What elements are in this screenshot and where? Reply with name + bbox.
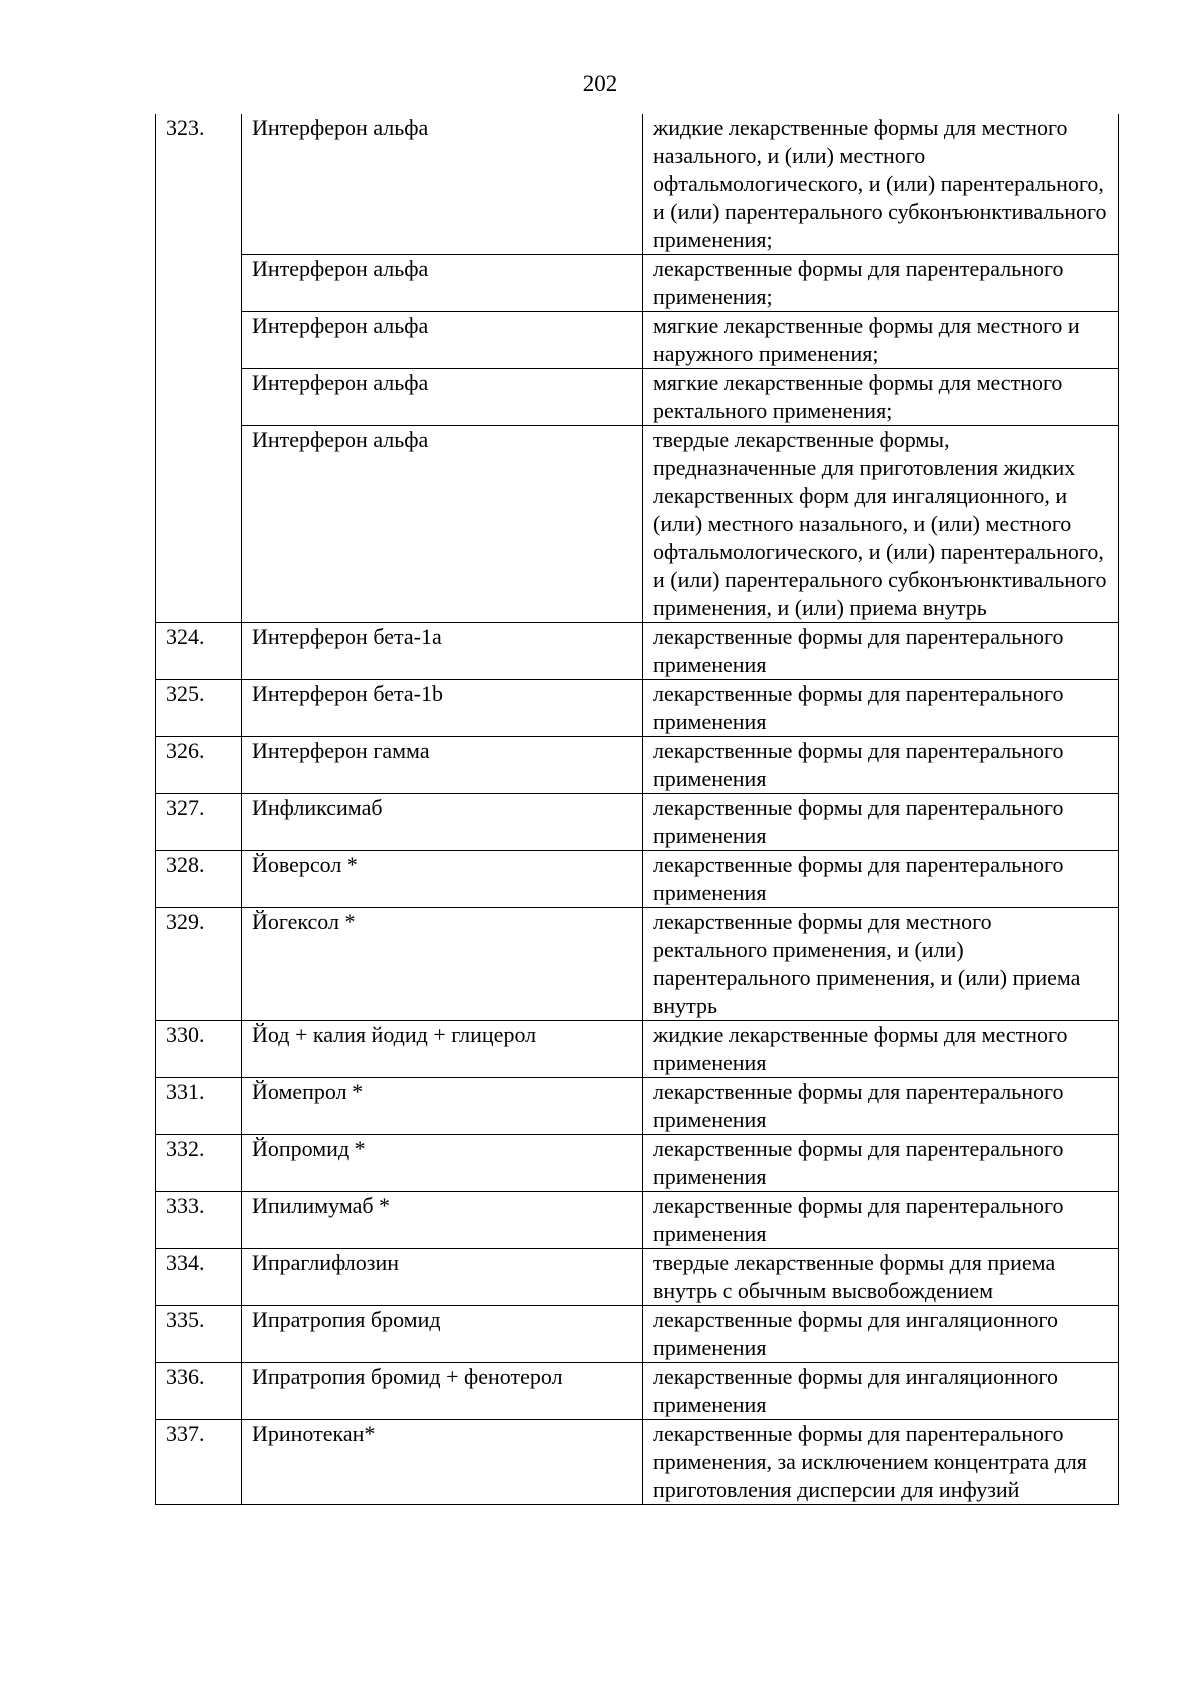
drug-name: Йогексол * — [242, 908, 643, 1021]
drug-name: Интерферон альфа — [242, 369, 643, 426]
table-row — [156, 1363, 1119, 1420]
drug-name: Йоверсол * — [242, 851, 643, 908]
row-number: 328. — [156, 851, 242, 908]
row-number: 334. — [156, 1249, 242, 1306]
row-number: 331. — [156, 1078, 242, 1135]
dosage-form: жидкие лекарственные формы для местного применения — [643, 1021, 1119, 1078]
table-row — [156, 1021, 1119, 1078]
drug-name: Интерферон альфа — [242, 114, 643, 255]
table-row — [156, 312, 1119, 369]
table-row — [156, 851, 1119, 908]
drug-table — [155, 114, 1119, 1505]
dosage-form: мягкие лекарственные формы для местного ректального применения; — [643, 369, 1119, 426]
row-number: 332. — [156, 1135, 242, 1192]
dosage-form: лекарственные формы для парентерального применения, за исключением концентрата для приготовления дисперсии для инфузий — [643, 1420, 1119, 1505]
dosage-form: лекарственные формы для парентерального применения — [643, 680, 1119, 737]
table-row — [156, 114, 1119, 255]
drug-name: Йопромид * — [242, 1135, 643, 1192]
drug-name: Интерферон альфа — [242, 312, 643, 369]
drug-name: Йод + калия йодид + глицерол — [242, 1021, 643, 1078]
drug-name: Интерферон альфа — [242, 426, 643, 623]
drug-name: Интерферон бета-1b — [242, 680, 643, 737]
row-number: 327. — [156, 794, 242, 851]
row-number: 333. — [156, 1192, 242, 1249]
drug-name: Ипраглифлозин — [242, 1249, 643, 1306]
table-row — [156, 1078, 1119, 1135]
table-row — [156, 908, 1119, 1021]
drug-name: Инфликсимаб — [242, 794, 643, 851]
table-row — [156, 1306, 1119, 1363]
table-row — [156, 623, 1119, 680]
drug-name: Ипратропия бромид + фенотерол — [242, 1363, 643, 1420]
table-row — [156, 255, 1119, 312]
dosage-form: лекарственные формы для парентерального применения — [643, 1078, 1119, 1135]
dosage-form: лекарственные формы для парентерального применения — [643, 1135, 1119, 1192]
dosage-form: лекарственные формы для парентерального применения; — [643, 255, 1119, 312]
table-row — [156, 1192, 1119, 1249]
dosage-form: твердые лекарственные формы для приема внутрь с обычным высвобождением — [643, 1249, 1119, 1306]
table-row — [156, 680, 1119, 737]
table-row — [156, 794, 1119, 851]
page-number: 202 — [582, 71, 618, 96]
dosage-form: лекарственные формы для парентерального применения — [643, 851, 1119, 908]
row-number: 336. — [156, 1363, 242, 1420]
dosage-form: лекарственные формы для местного ректального применения, и (или) парентерального применения, и (или) приема внутрь — [643, 908, 1119, 1021]
row-number: 326. — [156, 737, 242, 794]
dosage-form: лекарственные формы для парентерального применения — [643, 737, 1119, 794]
row-number: 337. — [156, 1420, 242, 1505]
row-number: 324. — [156, 623, 242, 680]
row-number: 329. — [156, 908, 242, 1021]
table-row — [156, 1420, 1119, 1505]
dosage-form: мягкие лекарственные формы для местного и наружного применения; — [643, 312, 1119, 369]
table-row — [156, 1135, 1119, 1192]
row-number: 325. — [156, 680, 242, 737]
dosage-form: лекарственные формы для ингаляционного применения — [643, 1306, 1119, 1363]
drug-name: Йомепрол * — [242, 1078, 643, 1135]
drug-name: Ипратропия бромид — [242, 1306, 643, 1363]
dosage-form: лекарственные формы для парентерального применения — [643, 794, 1119, 851]
table-row — [156, 737, 1119, 794]
row-number: 323. — [156, 114, 242, 623]
table-body — [156, 114, 1119, 1505]
drug-name: Интерферон гамма — [242, 737, 643, 794]
table-row — [156, 1249, 1119, 1306]
table-row — [156, 369, 1119, 426]
drug-name: Иринотекан* — [242, 1420, 643, 1505]
table-row — [156, 426, 1119, 623]
row-number: 330. — [156, 1021, 242, 1078]
dosage-form: жидкие лекарственные формы для местного назального, и (или) местного офтальмологического, и (или) парентерального, и (или) парентерального субконъюнктивального применения; — [643, 114, 1119, 255]
row-number: 335. — [156, 1306, 242, 1363]
drug-name: Ипилимумаб * — [242, 1192, 643, 1249]
dosage-form: лекарственные формы для парентерального применения — [643, 623, 1119, 680]
dosage-form: лекарственные формы для парентерального применения — [643, 1192, 1119, 1249]
dosage-form: твердые лекарственные формы, предназначенные для приготовления жидких лекарственных форм для ингаляционного, и (или) местного назального, и (или) местного офтальмологического, и (или) парентерального, и (или) парентерального субконъюнктивального применения, и (или) приема внутрь — [643, 426, 1119, 623]
drug-name: Интерферон бета-1а — [242, 623, 643, 680]
dosage-form: лекарственные формы для ингаляционного применения — [643, 1363, 1119, 1420]
drug-name: Интерферон альфа — [242, 255, 643, 312]
